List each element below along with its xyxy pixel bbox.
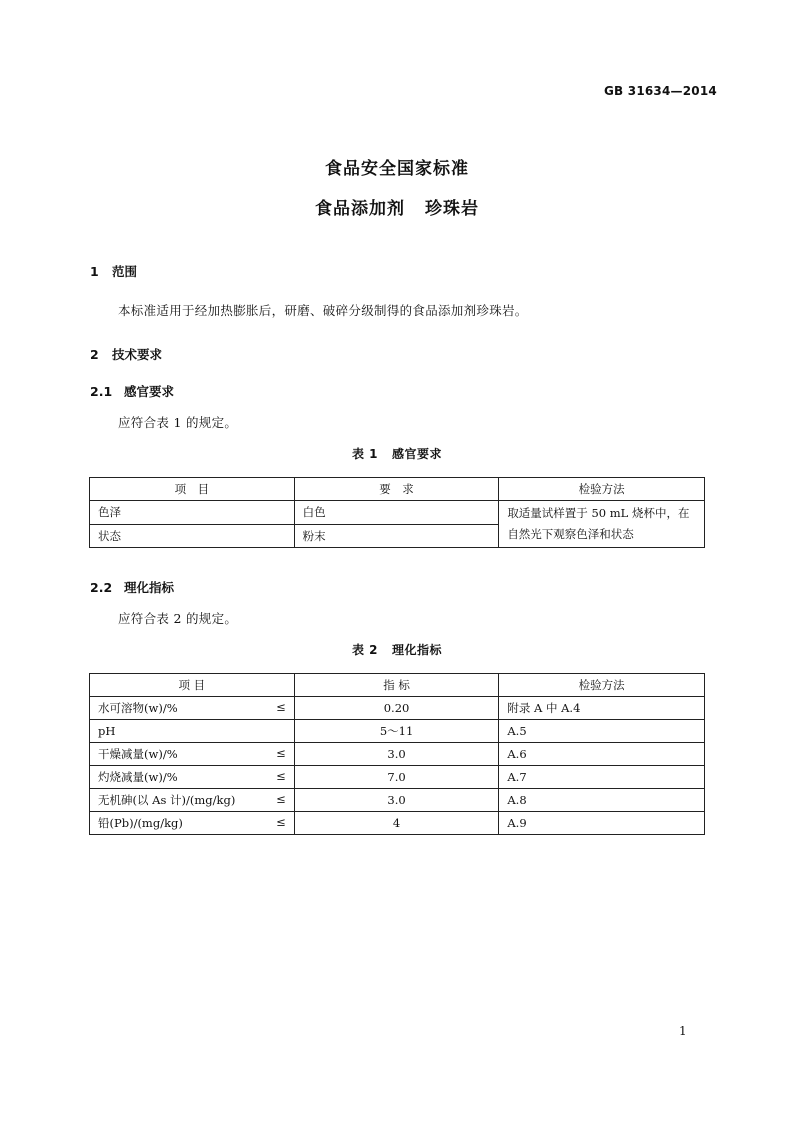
method-cell: A.6: [499, 743, 705, 766]
section-1-heading: [90, 262, 137, 280]
item-label: 铅(Pb)/(mg/kg): [98, 816, 183, 830]
header-method: 检验方法: [499, 674, 705, 697]
item-label: 水可溶物(w)/%: [98, 701, 178, 715]
item-cell: [90, 720, 295, 743]
table-row: [90, 743, 705, 766]
table-header-row: [90, 674, 705, 697]
le-symbol: ≤: [276, 746, 286, 760]
section-2-2-text: 应符合表 2 的规定。: [118, 611, 238, 626]
table-row: [90, 789, 705, 812]
value-cell: 5～11: [294, 720, 499, 743]
table-1-caption: [0, 445, 794, 462]
physicochemical-indicators-table: [89, 673, 705, 835]
header-method: 检验方法: [499, 478, 705, 501]
item-cell: [90, 743, 295, 766]
table-2-caption: [0, 641, 794, 658]
section-number: 2.2: [90, 580, 113, 595]
section-number: 2.1: [90, 384, 113, 399]
method-cell: A.9: [499, 812, 705, 835]
section-title: 感官要求: [124, 384, 175, 399]
item-label: 干燥减量(w)/%: [98, 747, 178, 761]
table-row: [90, 501, 705, 525]
method-cell: 附录 A 中 A.4: [499, 697, 705, 720]
item-cell: [90, 766, 295, 789]
table-title: 感官要求: [392, 447, 443, 461]
table-row: [90, 812, 705, 835]
table-number: 表 1: [351, 447, 378, 461]
method-cell: A.8: [499, 789, 705, 812]
table-row: [90, 720, 705, 743]
section-number: 1: [90, 264, 99, 279]
table-number: 表 2: [351, 643, 378, 657]
document-title-line1: 食品安全国家标准: [325, 159, 469, 179]
method-cell: A.5: [499, 720, 705, 743]
table-header-row: [90, 478, 705, 501]
scope-paragraph: 本标准适用于经加热膨胀后，研磨、破碎分级制得的食品添加剂珍珠岩。: [118, 303, 528, 318]
method-cell: A.7: [499, 766, 705, 789]
requirement-cell: 粉末: [294, 524, 499, 548]
header-indicator: 指 标: [294, 674, 499, 697]
item-label: pH: [98, 724, 116, 738]
document-title-line2: [0, 194, 794, 219]
item-cell: 状态: [90, 524, 295, 548]
section-number: 2: [90, 347, 99, 362]
item-cell: [90, 789, 295, 812]
header-item: 项 目: [90, 478, 295, 501]
table-row: [90, 766, 705, 789]
value-cell: 3.0: [294, 743, 499, 766]
value-cell: 4: [294, 812, 499, 835]
standard-number: GB 31634—2014: [604, 84, 717, 98]
section-title: 理化指标: [124, 580, 175, 595]
section-2-1-heading: [90, 382, 174, 400]
section-2-2-heading: [90, 578, 174, 596]
item-label: 灼烧减量(w)/%: [98, 770, 178, 784]
item-cell: 色泽: [90, 501, 295, 525]
item-cell: [90, 812, 295, 835]
header-item: 项 目: [90, 674, 295, 697]
table-row: [90, 697, 705, 720]
le-symbol: ≤: [276, 769, 286, 783]
page-number: 1: [679, 1024, 687, 1038]
value-cell: 0.20: [294, 697, 499, 720]
title-product-name: 珍珠岩: [425, 199, 479, 219]
table-title: 理化指标: [392, 643, 443, 657]
section-title: 技术要求: [112, 347, 163, 362]
section-2-heading: [90, 345, 162, 363]
method-cell: 取适量试样置于 50 mL 烧杯中，在自然光下观察色泽和状态: [499, 501, 705, 548]
header-requirement: 要 求: [294, 478, 499, 501]
item-cell: [90, 697, 295, 720]
le-symbol: ≤: [276, 792, 286, 806]
section-2-1-text: 应符合表 1 的规定。: [118, 415, 238, 430]
requirement-cell: 白色: [294, 501, 499, 525]
title-product-category: 食品添加剂: [315, 199, 405, 219]
le-symbol: ≤: [276, 700, 286, 714]
value-cell: 3.0: [294, 789, 499, 812]
le-symbol: ≤: [276, 815, 286, 829]
sensory-requirements-table: [89, 477, 705, 548]
item-label: 无机砷(以 As 计)/(mg/kg): [98, 793, 236, 807]
value-cell: 7.0: [294, 766, 499, 789]
section-title: 范围: [112, 264, 138, 279]
